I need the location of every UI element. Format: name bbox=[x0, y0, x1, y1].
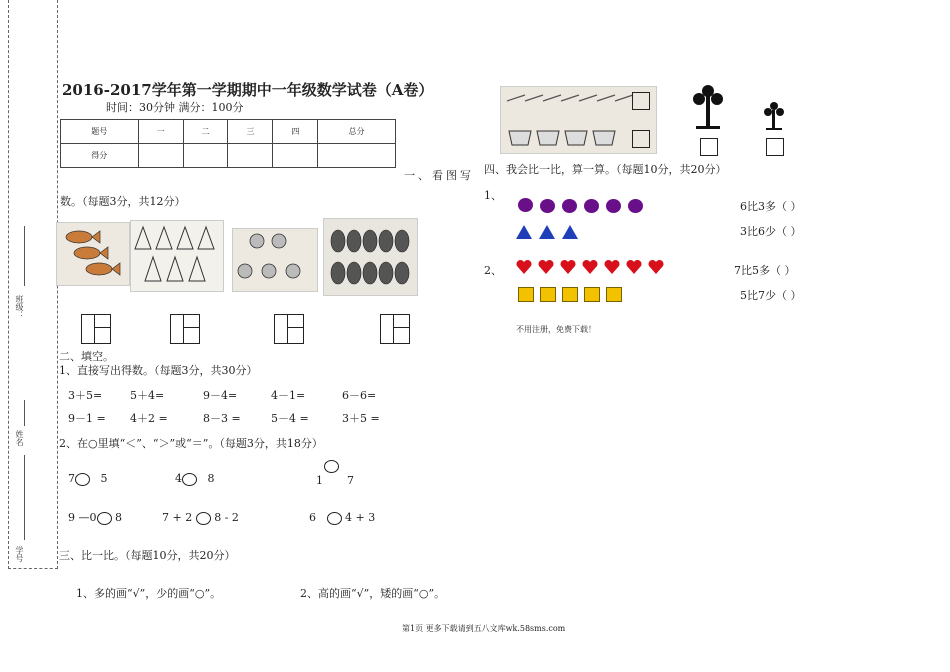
compare-right: 7 bbox=[347, 474, 354, 487]
section1-heading: 一、看图写 bbox=[404, 169, 474, 182]
red-heart-icon bbox=[626, 260, 641, 274]
section2-title: 二、填空。 bbox=[59, 350, 114, 363]
page-footer: 第1页 更多下载请到五八文库wk.58sms.com bbox=[402, 624, 566, 633]
red-heart-icon bbox=[582, 260, 597, 274]
equation: 3＋5= bbox=[68, 389, 103, 402]
section2-q1: 1、直接写出得数。（每题3分，共30分） bbox=[59, 364, 258, 377]
compare-left: 7 bbox=[68, 472, 75, 485]
score-input-cell[interactable] bbox=[228, 144, 273, 168]
table-cell: 题号 bbox=[61, 120, 139, 144]
download-note: 不用注册，免费下载！ bbox=[516, 325, 596, 334]
compare-circle[interactable] bbox=[324, 460, 339, 473]
fish-icon bbox=[57, 223, 129, 285]
compare-right: 8 - 2 bbox=[214, 511, 239, 524]
table-cell: 四 bbox=[273, 120, 318, 144]
id-line bbox=[24, 455, 26, 540]
tall-tree-icon bbox=[690, 82, 726, 132]
yellow-square bbox=[562, 287, 578, 302]
yellow-square bbox=[540, 287, 556, 302]
name-line bbox=[24, 400, 26, 426]
section3-q2: 2、高的画“√”，矮的画“○”。 bbox=[300, 587, 446, 600]
section3-title: 三、比一比。（每题10分，共20分） bbox=[59, 549, 236, 562]
answer-square[interactable] bbox=[632, 92, 650, 110]
table-cell: 总分 bbox=[318, 120, 396, 144]
compare-left: 9 —0 bbox=[68, 511, 97, 524]
answer-line: 3比6少（ ） bbox=[740, 225, 802, 238]
id-label: 学号 bbox=[15, 546, 24, 562]
answer-square[interactable] bbox=[632, 130, 650, 148]
trees-image bbox=[130, 220, 224, 292]
compare-circle[interactable] bbox=[196, 512, 211, 525]
compare-item bbox=[162, 511, 239, 525]
red-heart-icon bbox=[538, 260, 553, 274]
purple-dot bbox=[518, 198, 533, 212]
section1-instruction: 数。（每题3分，共12分） bbox=[60, 195, 186, 208]
yellow-square bbox=[584, 287, 600, 302]
answer-square[interactable] bbox=[700, 138, 718, 156]
table-cell: 三 bbox=[228, 120, 273, 144]
answer-line: 5比7少（ ） bbox=[740, 289, 802, 302]
animals-image bbox=[232, 228, 318, 292]
equation: 9－4= bbox=[203, 389, 238, 402]
page-title: 2016-2017学年第一学期期中一年级数学试卷（A卷） bbox=[62, 81, 434, 99]
answer-box[interactable] bbox=[81, 314, 111, 344]
page-subtitle: 时间：30分钟 满分：100分 bbox=[106, 101, 244, 114]
purple-dot bbox=[540, 199, 555, 213]
compare-left: 7 + 2 bbox=[162, 511, 193, 524]
binding-margin bbox=[8, 0, 58, 569]
answer-box[interactable] bbox=[170, 314, 200, 344]
compare-item bbox=[68, 511, 122, 525]
equation: 5＋4= bbox=[130, 389, 165, 402]
class-label: 班级： bbox=[15, 295, 24, 319]
answer-box[interactable] bbox=[274, 314, 304, 344]
table-row bbox=[61, 144, 396, 168]
purple-dot bbox=[584, 199, 599, 213]
compare-circle[interactable] bbox=[97, 512, 112, 525]
answer-box[interactable] bbox=[380, 314, 410, 344]
purple-dot bbox=[606, 199, 621, 213]
red-heart-icon bbox=[516, 260, 531, 274]
score-table bbox=[60, 119, 396, 168]
score-input-cell[interactable] bbox=[138, 144, 183, 168]
compare-left: 6 bbox=[309, 511, 316, 524]
problem-number: 2、 bbox=[484, 264, 502, 277]
blue-triangle-icon bbox=[539, 225, 555, 239]
answer-square[interactable] bbox=[766, 138, 784, 156]
purple-dot bbox=[562, 199, 577, 213]
score-input-cell[interactable] bbox=[318, 144, 396, 168]
equation: 9－1 = bbox=[68, 412, 106, 425]
compare-right: 5 bbox=[100, 472, 108, 485]
compare-item bbox=[68, 472, 108, 486]
equation: 5－4 = bbox=[271, 412, 309, 425]
answer-line: 6比3多（ ） bbox=[740, 200, 802, 213]
class-line bbox=[24, 226, 26, 286]
blue-triangle-icon bbox=[516, 225, 532, 239]
table-cell: 得分 bbox=[61, 144, 139, 168]
section3-q1: 1、多的画“√”，少的画“○”。 bbox=[76, 587, 222, 600]
tree-icon bbox=[131, 221, 223, 291]
compare-left: 4 bbox=[175, 472, 182, 485]
red-heart-icon bbox=[560, 260, 575, 274]
table-cell: 一 bbox=[138, 120, 183, 144]
section4-title: 四、我会比一比，算一算。（每题10分，共20分） bbox=[484, 163, 727, 176]
blue-triangles bbox=[516, 224, 582, 240]
red-heart-icon bbox=[604, 260, 619, 274]
short-tree-icon bbox=[763, 100, 785, 132]
equation: 4－1= bbox=[271, 389, 306, 402]
score-input-cell[interactable] bbox=[273, 144, 318, 168]
red-hearts bbox=[516, 258, 668, 276]
problem-number: 1、 bbox=[484, 189, 502, 202]
compare-right: 8 bbox=[115, 511, 122, 524]
animal-icon bbox=[233, 229, 317, 291]
answer-line: 7比5多（ ） bbox=[734, 264, 796, 277]
purple-dot bbox=[628, 199, 643, 213]
table-cell: 二 bbox=[183, 120, 228, 144]
table-row bbox=[61, 120, 396, 144]
equation: 3＋5 = bbox=[342, 412, 380, 425]
compare-item bbox=[309, 511, 375, 525]
blue-triangle-icon bbox=[562, 225, 578, 239]
compare-left: 1 bbox=[316, 474, 323, 487]
section2-q2: 2、在○里填“＜”、“＞”或“＝”。（每题3分，共18分） bbox=[59, 437, 323, 450]
compare-right: 8 bbox=[207, 472, 215, 485]
compare-circle[interactable] bbox=[327, 512, 342, 525]
compare-right: 4 + 3 bbox=[345, 511, 376, 524]
equation: 8－3 = bbox=[203, 412, 241, 425]
fish-image bbox=[56, 222, 130, 286]
name-label: 姓名 bbox=[15, 430, 24, 446]
equation: 6－6= bbox=[342, 389, 377, 402]
yellow-square bbox=[518, 287, 534, 302]
pineapple-icon bbox=[324, 219, 417, 295]
compare-item bbox=[175, 472, 215, 486]
compare-circle[interactable] bbox=[75, 473, 90, 486]
compare-circle[interactable] bbox=[182, 473, 197, 486]
equation: 4＋2 = bbox=[130, 412, 168, 425]
pineapples-image bbox=[323, 218, 418, 296]
red-heart-icon bbox=[648, 260, 663, 274]
score-input-cell[interactable] bbox=[183, 144, 228, 168]
yellow-square bbox=[606, 287, 622, 302]
